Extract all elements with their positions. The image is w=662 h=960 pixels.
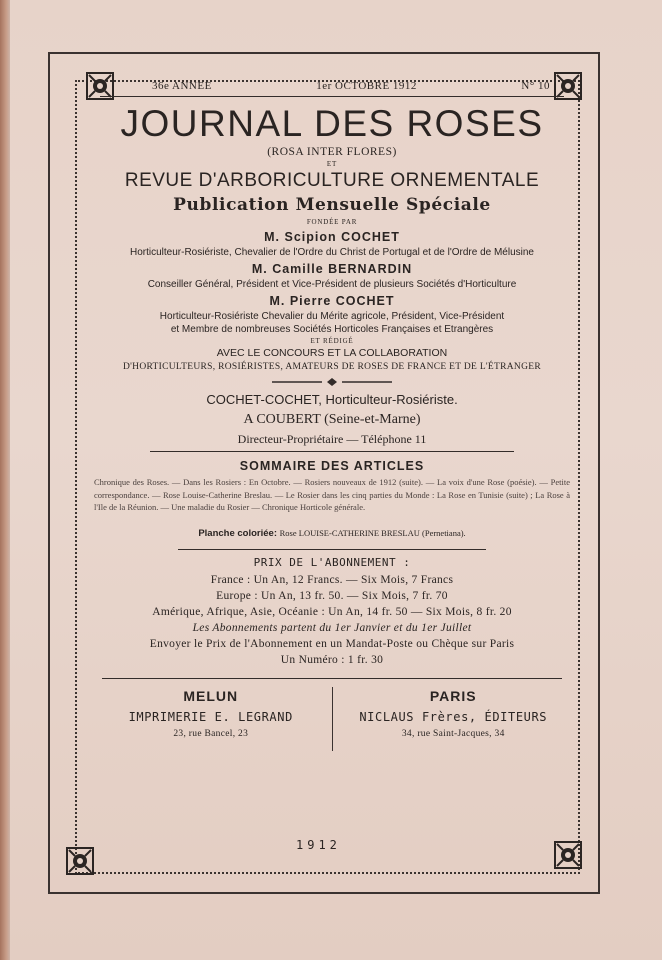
founder-description: Horticulteur-Rosiériste Chevalier du Mérite agricole, Président, Vice-Président xyxy=(159,311,505,322)
corner-ornament-icon xyxy=(65,846,95,876)
founder-description: Horticulteur-Rosiériste, Chevalier de l'Ordre du Christ de Portugal et de l'Ordre de Mélusine xyxy=(130,247,534,258)
footer-rule xyxy=(102,678,562,679)
founder-name: M. Scipion COCHET xyxy=(264,230,400,244)
color-plate-label: Planche coloriée: xyxy=(198,527,277,539)
summary-text: Chronique des Roses. — Dans les Rosiers : En Octobre. — Rosiers nouveaux de 1912 (suite). — La voix d'une Rose (poésie). — Petite correspondance. — Rose Louise-Catherine Breslau. — Le Rosier dans les cinq parties du Monde : La Rose en Tunisie (suite) ; La Rose à l'Ile de la Réunion. — Une maladie du Rosier — Chronique Horticole générale. xyxy=(94,477,570,512)
subscription-start: Les Abonnements partent du 1er Janvier et du 1er Juillet xyxy=(192,621,472,634)
founder-name: M. Camille BERNARDIN xyxy=(251,262,413,276)
price-europe: Europe : Un An, 13 fr. 50. — Six Mois, 7 fr. 70 xyxy=(216,589,448,602)
price-france: France : Un An, 12 Francs. — Six Mois, 7 Francs xyxy=(210,573,454,586)
ornamental-divider xyxy=(90,377,574,387)
subscription-rule xyxy=(178,549,486,550)
printer-address: 23, rue Bancel, 23 xyxy=(173,728,249,739)
publisher-name: COCHET-COCHET, Horticulteur-Rosiériste. xyxy=(206,392,458,407)
color-plate-line xyxy=(90,526,574,541)
book-spine-edge xyxy=(0,0,10,960)
collaborators-line: D'HORTICULTEURS, ROSIÉRISTES, AMATEURS DE ROSES DE FRANCE ET DE L'ÉTRANGER xyxy=(122,362,541,372)
journal-title: JOURNAL DES ROSES xyxy=(120,103,544,144)
publication-subtitle: Publication Mensuelle Spéciale xyxy=(173,195,491,215)
subscription-payment: Envoyer le Prix de l'Abonnement en un Mandat-Poste ou Chèque sur Paris xyxy=(149,637,515,650)
color-plate-value: Rose LOUISE-CATHERINE BRESLAU (Pernetiana). xyxy=(279,527,466,538)
issue-number: N° 10 xyxy=(521,80,550,92)
editor-name: NICLAUS Frères, ÉDITEURS xyxy=(359,709,548,724)
editor-address: 34, rue Saint-Jacques, 34 xyxy=(401,728,505,739)
imprint-right xyxy=(333,685,575,753)
imprint-left xyxy=(90,685,332,753)
collaboration-line: AVEC LE CONCOURS ET LA COLLABORATION xyxy=(216,347,448,359)
header-rule xyxy=(100,96,564,97)
founder-name: M. Pierre COCHET xyxy=(269,294,395,308)
founded-by: FONDÉE PAR xyxy=(306,218,358,226)
volume-year: 36e ANNEE xyxy=(152,80,212,92)
director-line: Directeur-Propriétaire — Téléphone 11 xyxy=(237,432,427,446)
journal-motto: (ROSA INTER FLORES) xyxy=(267,146,397,158)
conjunction: ET xyxy=(326,160,338,168)
summary-title: SOMMAIRE DES ARTICLES xyxy=(239,459,425,473)
edited-label: ET RÉDIGÉ xyxy=(310,337,354,345)
printer-name: IMPRIMERIE E. LEGRAND xyxy=(128,709,293,724)
price-world: Amérique, Afrique, Asie, Océanie : Un An, 14 fr. 50 — Six Mois, 8 fr. 20 xyxy=(152,605,512,618)
subscription-title: PRIX DE L'ABONNEMENT : xyxy=(253,555,411,569)
printer-city: MELUN xyxy=(183,687,239,704)
founder-description-cont: et Membre de nombreuses Sociétés Horticoles Françaises et Etrangères xyxy=(170,324,494,335)
cover-content xyxy=(90,78,574,753)
editor-city: PARIS xyxy=(429,687,477,704)
publication-year: 1912 xyxy=(296,838,341,852)
single-issue-price: Un Numéro : 1 fr. 30 xyxy=(280,653,384,666)
founder-description: Conseiller Général, Président et Vice-Président de plusieurs Sociétés d'Horticulture xyxy=(147,279,517,290)
director-rule xyxy=(150,451,514,452)
issue-header xyxy=(90,78,574,94)
publisher-location: A COUBERT (Seine-et-Marne) xyxy=(243,412,421,427)
issue-date: 1er OCTOBRE 1912 xyxy=(316,80,417,92)
imprint-columns xyxy=(90,685,574,753)
revue-title: REVUE D'ARBORICULTURE ORNEMENTALE xyxy=(124,170,540,191)
corner-ornament-icon xyxy=(553,840,583,870)
